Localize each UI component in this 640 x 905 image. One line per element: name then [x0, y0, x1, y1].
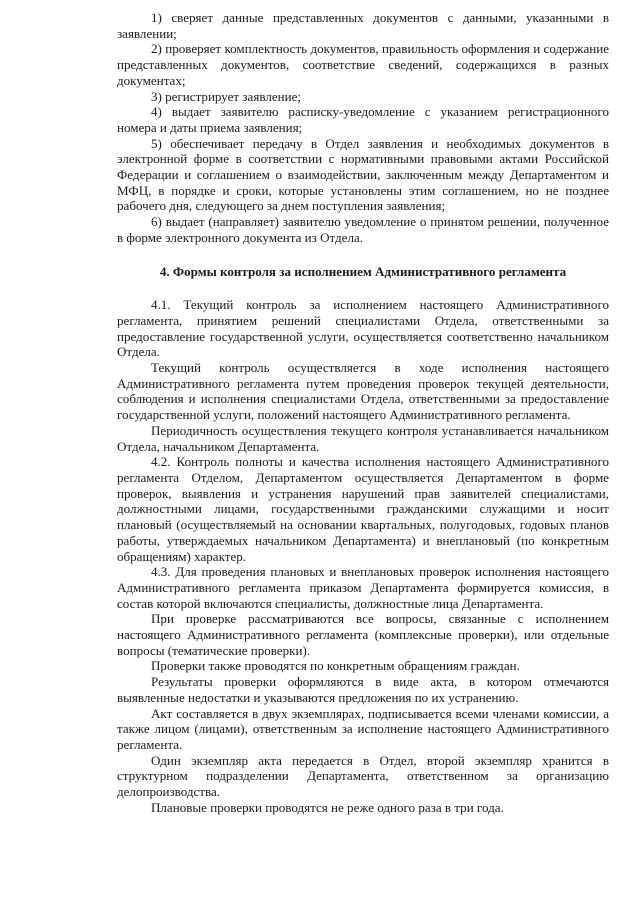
section-heading: 4. Формы контроля за исполнением Административного регламента — [159, 263, 567, 279]
section-paragraph: Текущий контроль осуществляется в ходе исполнения настоящего Административного регламента путем проведения проверок текущей деятельности, соблюдения и исполнения специалистами Отдела, ответственными за предоставление государственной услуги, положений настоящего Административного регламента. — [117, 360, 609, 423]
section-paragraph: 4.3. Для проведения плановых и внеплановых проверок исполнения настоящего Административного регламента приказом Департамента формируется комиссия, в состав которой включаются специалисты, должностные лица Департамента. — [117, 564, 609, 611]
list-item: 1) сверяет данные представленных документов с данными, указанными в заявлении; — [117, 10, 609, 41]
section-paragraph: 4.2. Контроль полноты и качества исполнения настоящего Административного регламента Отделом, Департаментом осуществляется Департаментом в форме проверок, выявления и устранения нарушений прав заявителей специалистами, должностными лицами, государственными гражданскими служащими и носит плановый (осуществляемый на основании квартальных, полугодовых, годовых планов работы, утверждаемых начальником Департамента) и внеплановый (по конкретным обращениям) характер. — [117, 454, 609, 564]
list-item: 5) обеспечивает передачу в Отдел заявления и необходимых документов в электронной форме в соответствии с нормативными правовыми актами Российской Федерации и соглашением о взаимодействии, заключенным между Департаментом и МФЦ, в порядке и сроки, которые установлены этим соглашением, но не позднее рабочего дня, следующего за днем поступления заявления; — [117, 135, 609, 214]
section-body — [117, 297, 609, 815]
section-paragraph: Акт составляется в двух экземплярах, подписывается всеми членами комиссии, а также лицом (лицами), ответственным за исполнение настоящего Административного регламента. — [117, 705, 609, 752]
duties-list — [117, 10, 609, 246]
section-paragraph: При проверке рассматриваются все вопросы, связанные с исполнением настоящего Административного регламента (комплексные проверки), или отдельные вопросы (тематические проверки). — [117, 611, 609, 658]
list-item: 2) проверяет комплектность документов, правильность оформления и содержание представленных документов, соответствие сведений, содержащихся в разных документах; — [117, 41, 609, 88]
section-paragraph: Периодичность осуществления текущего контроля устанавливается начальником Отдела, начальником Департамента. — [117, 422, 609, 454]
section-paragraph: Один экземпляр акта передается в Отдел, второй экземпляр хранится в структурном подразделении Департамента, ответственном за организацию делопроизводства. — [117, 752, 609, 800]
section-paragraph: 4.1. Текущий контроль за исполнением настоящего Административного регламента, принятием решений специалистами Отдела, ответственными за предоставление государственной услуги, осуществляется соответственно начальником Отдела. — [117, 297, 609, 360]
list-item: 3) регистрирует заявление; — [151, 88, 302, 104]
list-item: 4) выдает заявителю расписку-уведомление с указанием регистрационного номера и даты приема заявления; — [117, 104, 609, 135]
list-item: 6) выдает (направляет) заявителю уведомление о принятом решении, полученное в форме электронного документа из Отдела. — [117, 214, 609, 245]
section-paragraph: Плановые проверки проводятся не реже одного раза в три года. — [151, 799, 504, 815]
section-paragraph: Результаты проверки оформляются в виде акта, в котором отмечаются выявленные недостатки и указываются предложения по их устранению. — [117, 674, 609, 705]
section-paragraph: Проверки также проводятся по конкретным обращениям граждан. — [151, 658, 520, 674]
